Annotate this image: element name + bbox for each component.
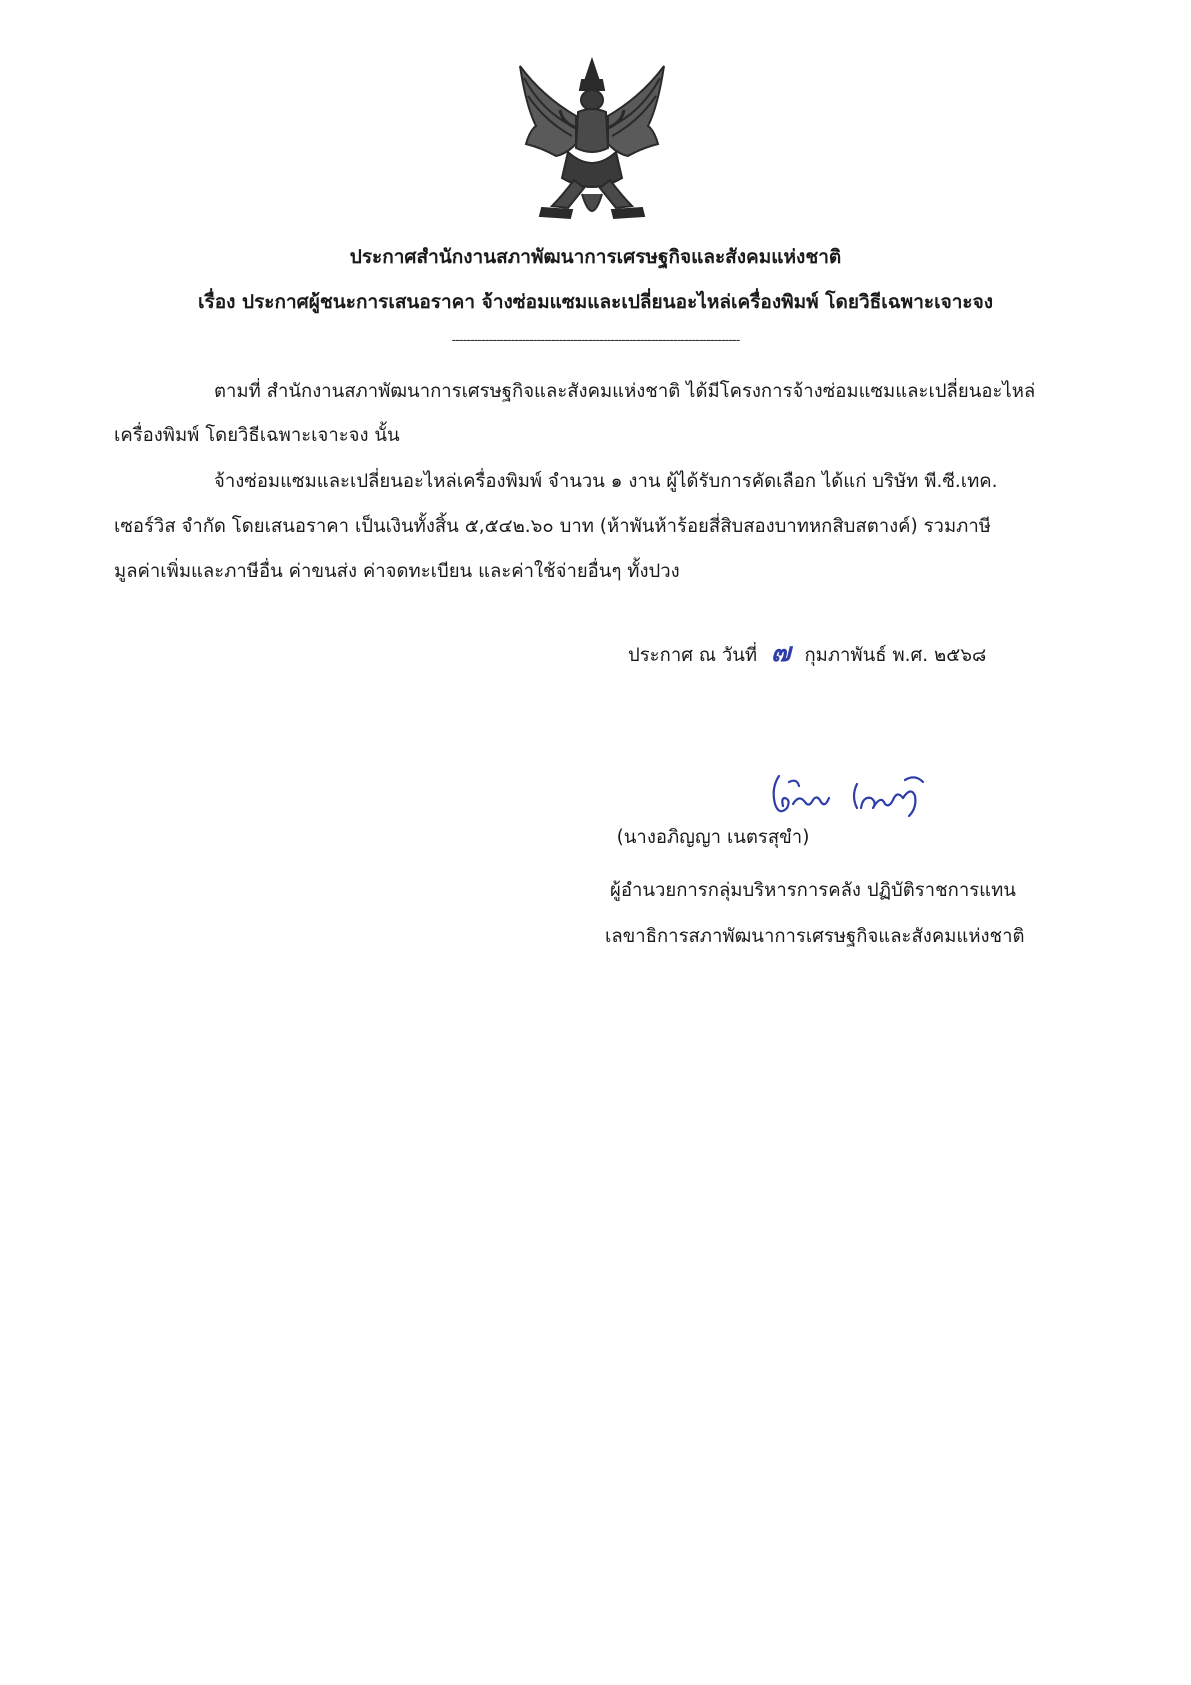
body-line: เซอร์วิส จำกัด โดยเสนอราคา เป็นเงินทั้งสิ้น ๕,๕๔๒.๖๐ บาท (ห้าพันห้าร้อยสี่สิบสองบาทหกสิบสตางค์) รวมภาษี	[114, 516, 991, 537]
announcement-date	[628, 638, 986, 671]
document-title: ประกาศสำนักงานสภาพัฒนาการเศรษฐกิจและสังคมแห่งชาติ	[349, 246, 842, 268]
signatory-name: (นางอภิญญา เนตรสุขำ)	[616, 827, 810, 848]
signatory-position: ผู้อำนวยการกลุ่มบริหารการคลัง ปฏิบัติราชการแทน	[610, 880, 1016, 901]
garuda-emblem-icon	[512, 56, 672, 231]
title-divider: ------------------------------------------------------------------------------	[451, 333, 740, 348]
body-line: จ้างซ่อมแซมและเปลี่ยนอะไหล่เครื่องพิมพ์ จำนวน ๑ งาน ผู้ได้รับการคัดเลือก ได้แก่ บริษัท พี.ซี.เทค.	[214, 471, 998, 492]
document-subject: เรื่อง ประกาศผู้ชนะการเสนอราคา จ้างซ่อมแซมและเปลี่ยนอะไหล่เครื่องพิมพ์ โดยวิธีเฉพาะเจาะจง	[198, 291, 993, 313]
announcement-prefix: ประกาศ ณ วันที่	[628, 645, 758, 666]
announcement-month-year: กุมภาพันธ์ พ.ศ. ๒๕๖๘	[804, 645, 987, 666]
announcement-day: ๗	[771, 638, 791, 668]
body-line: ตามที่ สำนักงานสภาพัฒนาการเศรษฐกิจและสังคมแห่งชาติ ได้มีโครงการจ้างซ่อมแซมและเปลี่ยนอะไหล่	[214, 381, 1036, 402]
handwritten-signature-icon	[765, 768, 935, 824]
body-line: เครื่องพิมพ์ โดยวิธีเฉพาะเจาะจง นั้น	[114, 425, 400, 446]
body-line: มูลค่าเพิ่มและภาษีอื่น ค่าขนส่ง ค่าจดทะเบียน และค่าใช้จ่ายอื่นๆ ทั้งปวง	[114, 561, 680, 582]
signatory-position: เลขาธิการสภาพัฒนาการเศรษฐกิจและสังคมแห่งชาติ	[605, 926, 1025, 947]
